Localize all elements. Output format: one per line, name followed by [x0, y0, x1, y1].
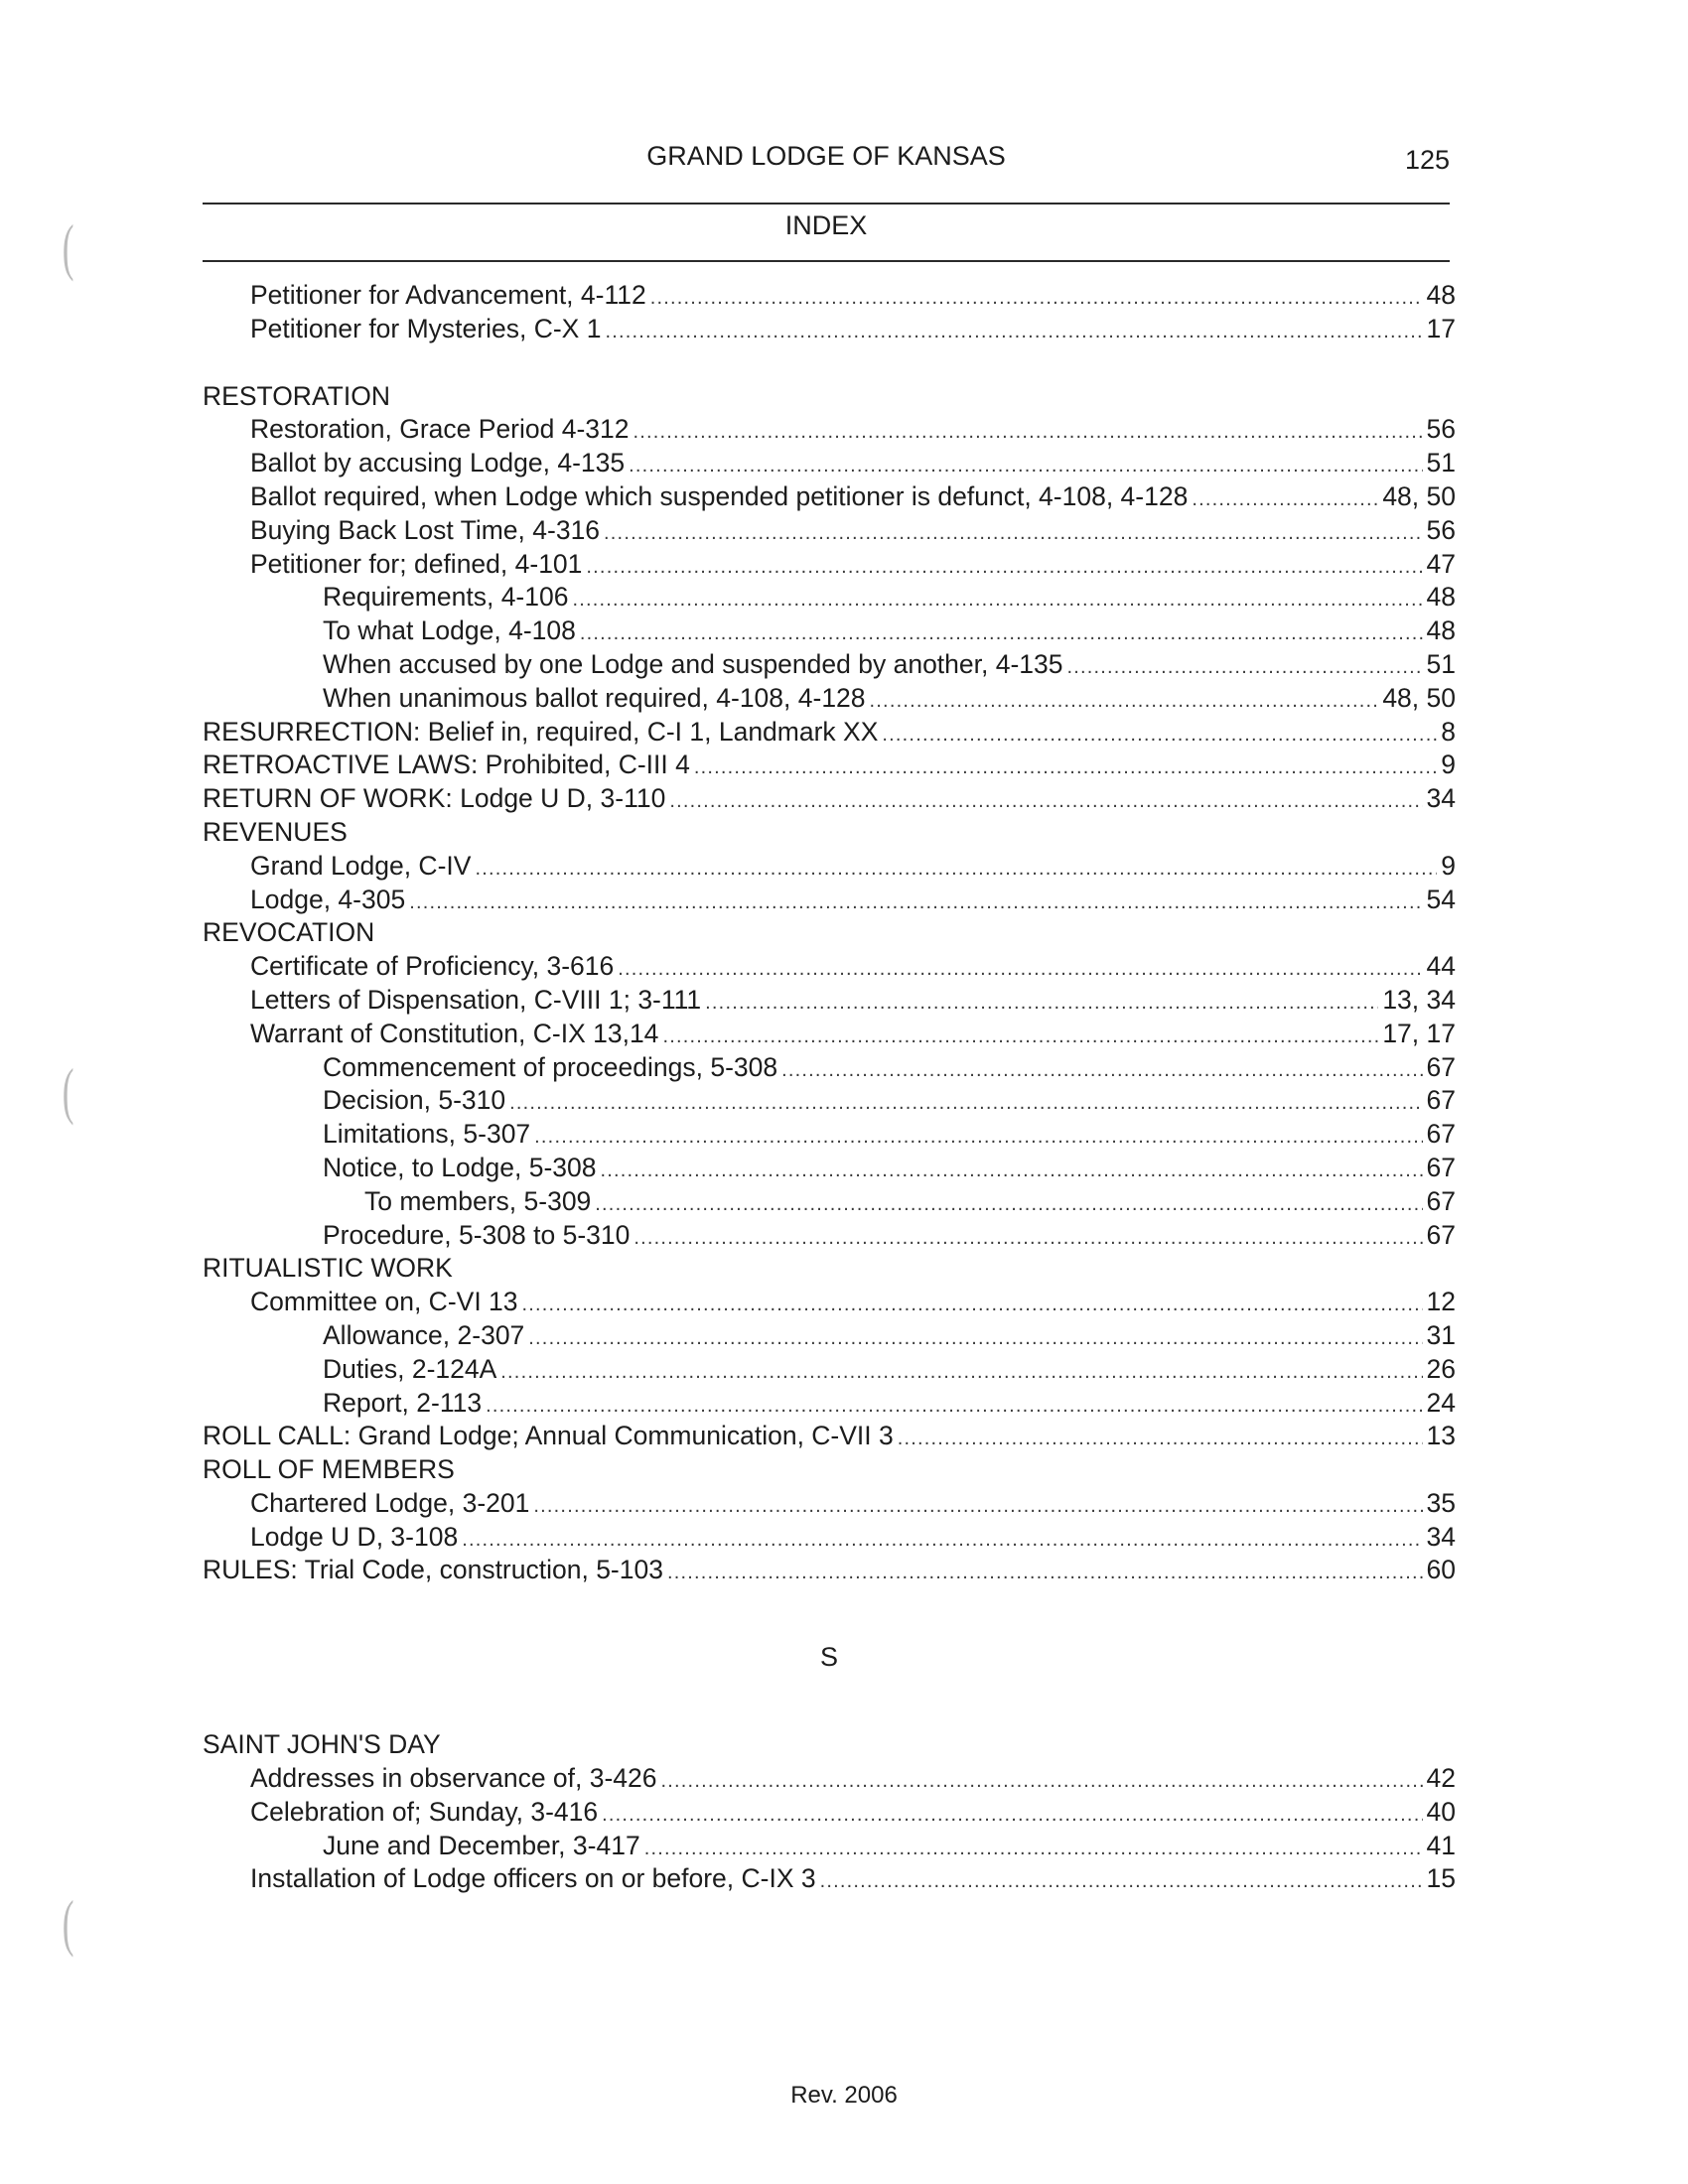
index-sub-entry	[203, 1119, 1456, 1153]
index-heading: ROLL OF MEMBERS	[203, 1454, 455, 1485]
index-entry	[203, 481, 1456, 515]
index-sub-entry	[203, 1085, 1456, 1119]
entry-label: RULES: Trial Code, construction, 5-103	[203, 1555, 663, 1585]
entry-label: Letters of Dispensation, C-VIII 1; 3-111	[250, 984, 702, 1015]
entry-label: Limitations, 5-307	[323, 1119, 531, 1150]
index-entry	[203, 951, 1456, 985]
entry-pages: 51	[1426, 448, 1456, 478]
index-entry	[203, 1287, 1456, 1320]
dot-leader	[669, 790, 1422, 813]
index-entry	[203, 1421, 1456, 1454]
entry-label: Ballot required, when Lodge which suspended petitioner is defunct, 4-108, 4-128	[250, 480, 1189, 511]
dot-leader	[662, 1025, 1378, 1048]
entry-pages: 60	[1426, 1555, 1456, 1585]
entry-pages: 35	[1426, 1487, 1456, 1518]
header-rule-top	[203, 203, 1450, 205]
index-entry	[203, 783, 1456, 817]
dot-leader	[534, 1126, 1422, 1149]
entry-pages: 67	[1426, 1219, 1456, 1250]
dot-leader	[705, 992, 1378, 1015]
index-entry	[203, 414, 1456, 448]
dot-leader	[820, 1870, 1423, 1893]
entry-label: Lodge U D, 3-108	[250, 1521, 459, 1552]
entry-label: Duties, 2-124A	[323, 1353, 497, 1384]
entry-pages: 40	[1426, 1796, 1456, 1827]
dot-leader	[604, 522, 1422, 545]
entry-pages: 48, 50	[1382, 480, 1456, 511]
dot-leader	[486, 1395, 1422, 1418]
index-entry	[203, 1797, 1456, 1831]
running-title: GRAND LODGE OF KANSAS	[646, 141, 1006, 171]
margin-binding-mark: (	[62, 1887, 74, 1958]
entry-pages: 67	[1426, 1152, 1456, 1182]
entry-label: Certificate of Proficiency, 3-616	[250, 951, 615, 982]
dot-leader	[475, 858, 1437, 881]
entry-pages: 51	[1426, 648, 1456, 679]
entry-label: Buying Back Lost Time, 4-316	[250, 514, 601, 545]
entry-label: June and December, 3-417	[323, 1830, 640, 1860]
entry-pages: 67	[1426, 1119, 1456, 1150]
entry-label: To what Lodge, 4-108	[323, 615, 576, 646]
entry-pages: 54	[1426, 884, 1456, 914]
index-entry	[203, 448, 1456, 481]
entry-pages: 13	[1426, 1421, 1456, 1451]
index-heading: SAINT JOHN'S DAY	[203, 1729, 441, 1760]
dot-leader	[633, 1227, 1422, 1250]
index-entry	[203, 985, 1456, 1019]
index-entry	[203, 885, 1456, 918]
index-heading: REVOCATION	[203, 917, 375, 948]
entry-pages: 9	[1441, 850, 1456, 881]
section-title: INDEX	[784, 210, 868, 240]
entry-pages: 15	[1426, 1863, 1456, 1894]
index-sub-entry	[203, 1153, 1456, 1186]
dot-leader	[580, 622, 1423, 645]
dot-leader	[1192, 488, 1378, 511]
dot-leader	[882, 724, 1437, 747]
entry-pages: 31	[1426, 1319, 1456, 1350]
dot-leader	[509, 1092, 1422, 1115]
dot-leader	[898, 1428, 1423, 1450]
margin-binding-mark: (	[62, 211, 74, 282]
dot-leader	[522, 1294, 1423, 1316]
entry-label: RESURRECTION: Belief in, required, C-I 1, Landmark XX	[203, 716, 879, 747]
index-entry	[203, 1488, 1456, 1522]
entry-label: Procedure, 5-308 to 5-310	[323, 1219, 631, 1250]
dot-leader	[500, 1361, 1422, 1384]
entry-pages: 13, 34	[1382, 984, 1456, 1015]
margin-binding-mark: (	[62, 1055, 74, 1126]
index-heading: REVENUES	[203, 816, 348, 847]
dot-leader	[602, 1804, 1422, 1827]
entry-pages: 56	[1426, 514, 1456, 545]
entry-pages: 34	[1426, 1521, 1456, 1552]
dot-leader	[595, 1193, 1422, 1216]
entry-label: Committee on, C-VI 13	[250, 1287, 518, 1317]
index-entry	[203, 280, 1456, 314]
entry-pages: 41	[1426, 1830, 1456, 1860]
entry-label: Petitioner for Advancement, 4-112	[250, 280, 646, 310]
entry-label: Ballot by accusing Lodge, 4-135	[250, 448, 626, 478]
dot-leader	[667, 1562, 1423, 1584]
index-body	[203, 280, 1456, 1897]
entry-label: Addresses in observance of, 3-426	[250, 1763, 657, 1794]
entry-pages: 48, 50	[1382, 682, 1456, 713]
entry-pages: 56	[1426, 414, 1456, 445]
letter-divider: S	[819, 1642, 838, 1673]
index-heading: RITUALISTIC WORK	[203, 1253, 453, 1284]
entry-label: RETROACTIVE LAWS: Prohibited, C-III 4	[203, 750, 690, 780]
dot-leader	[528, 1327, 1422, 1350]
spacer	[203, 347, 1456, 381]
index-entry	[203, 717, 1456, 751]
entry-pages: 24	[1426, 1387, 1456, 1418]
revision-footer: Rev. 2006	[790, 2082, 898, 2109]
entry-pages: 17	[1426, 313, 1456, 343]
index-sub-entry	[203, 1388, 1456, 1422]
dot-leader	[618, 958, 1422, 981]
dot-leader	[661, 1770, 1423, 1793]
dot-leader	[462, 1529, 1422, 1552]
dot-leader	[1067, 656, 1423, 679]
entry-pages: 47	[1426, 548, 1456, 579]
index-entry	[203, 1555, 1456, 1588]
dot-leader	[533, 1495, 1422, 1518]
entry-label: Allowance, 2-307	[323, 1319, 525, 1350]
index-entry	[203, 1763, 1456, 1797]
entry-pages: 44	[1426, 951, 1456, 982]
index-entry	[203, 1019, 1456, 1052]
dot-leader	[601, 1160, 1423, 1182]
page-header	[203, 141, 1450, 181]
entry-label: Notice, to Lodge, 5-308	[323, 1152, 597, 1182]
dot-leader	[650, 287, 1423, 310]
dot-leader	[605, 321, 1422, 343]
index-sub-entry	[203, 1052, 1456, 1086]
entry-label: Warrant of Constitution, C-IX 13,14	[250, 1018, 659, 1048]
entry-pages: 42	[1426, 1763, 1456, 1794]
entry-label: Restoration, Grace Period 4-312	[250, 414, 630, 445]
index-sub-entry	[203, 1831, 1456, 1864]
entry-label: To members, 5-309	[364, 1185, 592, 1216]
entry-label: When accused by one Lodge and suspended by another, 4-135	[323, 648, 1063, 679]
entry-pages: 67	[1426, 1051, 1456, 1082]
entry-pages: 17, 17	[1382, 1018, 1456, 1048]
index-entry	[203, 515, 1456, 549]
index-heading: RESTORATION	[203, 380, 390, 411]
index-sub-entry	[203, 683, 1456, 717]
index-sub-entry	[203, 1320, 1456, 1354]
entry-label: Requirements, 4-106	[323, 582, 569, 613]
entry-pages: 9	[1441, 750, 1456, 780]
index-sub-entry	[203, 615, 1456, 649]
entry-label: ROLL CALL: Grand Lodge; Annual Communication, C-VII 3	[203, 1421, 894, 1451]
index-sub-entry	[203, 582, 1456, 615]
dot-leader	[572, 589, 1422, 612]
entry-label: When unanimous ballot required, 4-108, 4-128	[323, 682, 866, 713]
index-entry	[203, 314, 1456, 347]
dot-leader	[781, 1059, 1422, 1082]
entry-label: Petitioner for; defined, 4-101	[250, 548, 583, 579]
dot-leader	[633, 421, 1423, 444]
page-number: 125	[1404, 145, 1450, 175]
entry-pages: 48	[1426, 615, 1456, 646]
entry-label: Installation of Lodge officers on or before, C-IX 3	[250, 1863, 816, 1894]
index-sub-sub-entry	[203, 1186, 1456, 1220]
entry-label: Grand Lodge, C-IV	[250, 850, 472, 881]
spacer	[203, 1676, 1456, 1729]
index-entry	[203, 851, 1456, 885]
entry-pages: 12	[1426, 1287, 1456, 1317]
header-rule-bottom	[203, 260, 1450, 262]
dot-leader	[629, 455, 1422, 478]
entry-label: Lodge, 4-305	[250, 884, 406, 914]
index-sub-entry	[203, 1354, 1456, 1388]
entry-label: Report, 2-113	[323, 1387, 483, 1418]
dot-leader	[870, 690, 1379, 713]
index-sub-entry	[203, 1220, 1456, 1254]
entry-label: Celebration of; Sunday, 3-416	[250, 1796, 599, 1827]
entry-label: Commencement of proceedings, 5-308	[323, 1051, 778, 1082]
dot-leader	[409, 891, 1422, 914]
entry-label: Chartered Lodge, 3-201	[250, 1487, 530, 1518]
entry-label: Petitioner for Mysteries, C-X 1	[250, 313, 602, 343]
entry-pages: 34	[1426, 783, 1456, 814]
entry-pages: 48	[1426, 582, 1456, 613]
entry-label: Decision, 5-310	[323, 1085, 506, 1116]
dot-leader	[644, 1838, 1423, 1860]
spacer	[203, 1588, 1456, 1642]
entry-pages: 48	[1426, 280, 1456, 310]
entry-label: RETURN OF WORK: Lodge U D, 3-110	[203, 783, 666, 814]
entry-pages: 67	[1426, 1185, 1456, 1216]
index-entry	[203, 750, 1456, 783]
index-entry	[203, 1863, 1456, 1897]
entry-pages: 8	[1441, 716, 1456, 747]
dot-leader	[694, 756, 1437, 779]
entry-pages: 67	[1426, 1085, 1456, 1116]
entry-pages: 26	[1426, 1353, 1456, 1384]
index-sub-entry	[203, 649, 1456, 683]
dot-leader	[586, 556, 1422, 579]
index-entry	[203, 1522, 1456, 1556]
index-entry	[203, 549, 1456, 583]
